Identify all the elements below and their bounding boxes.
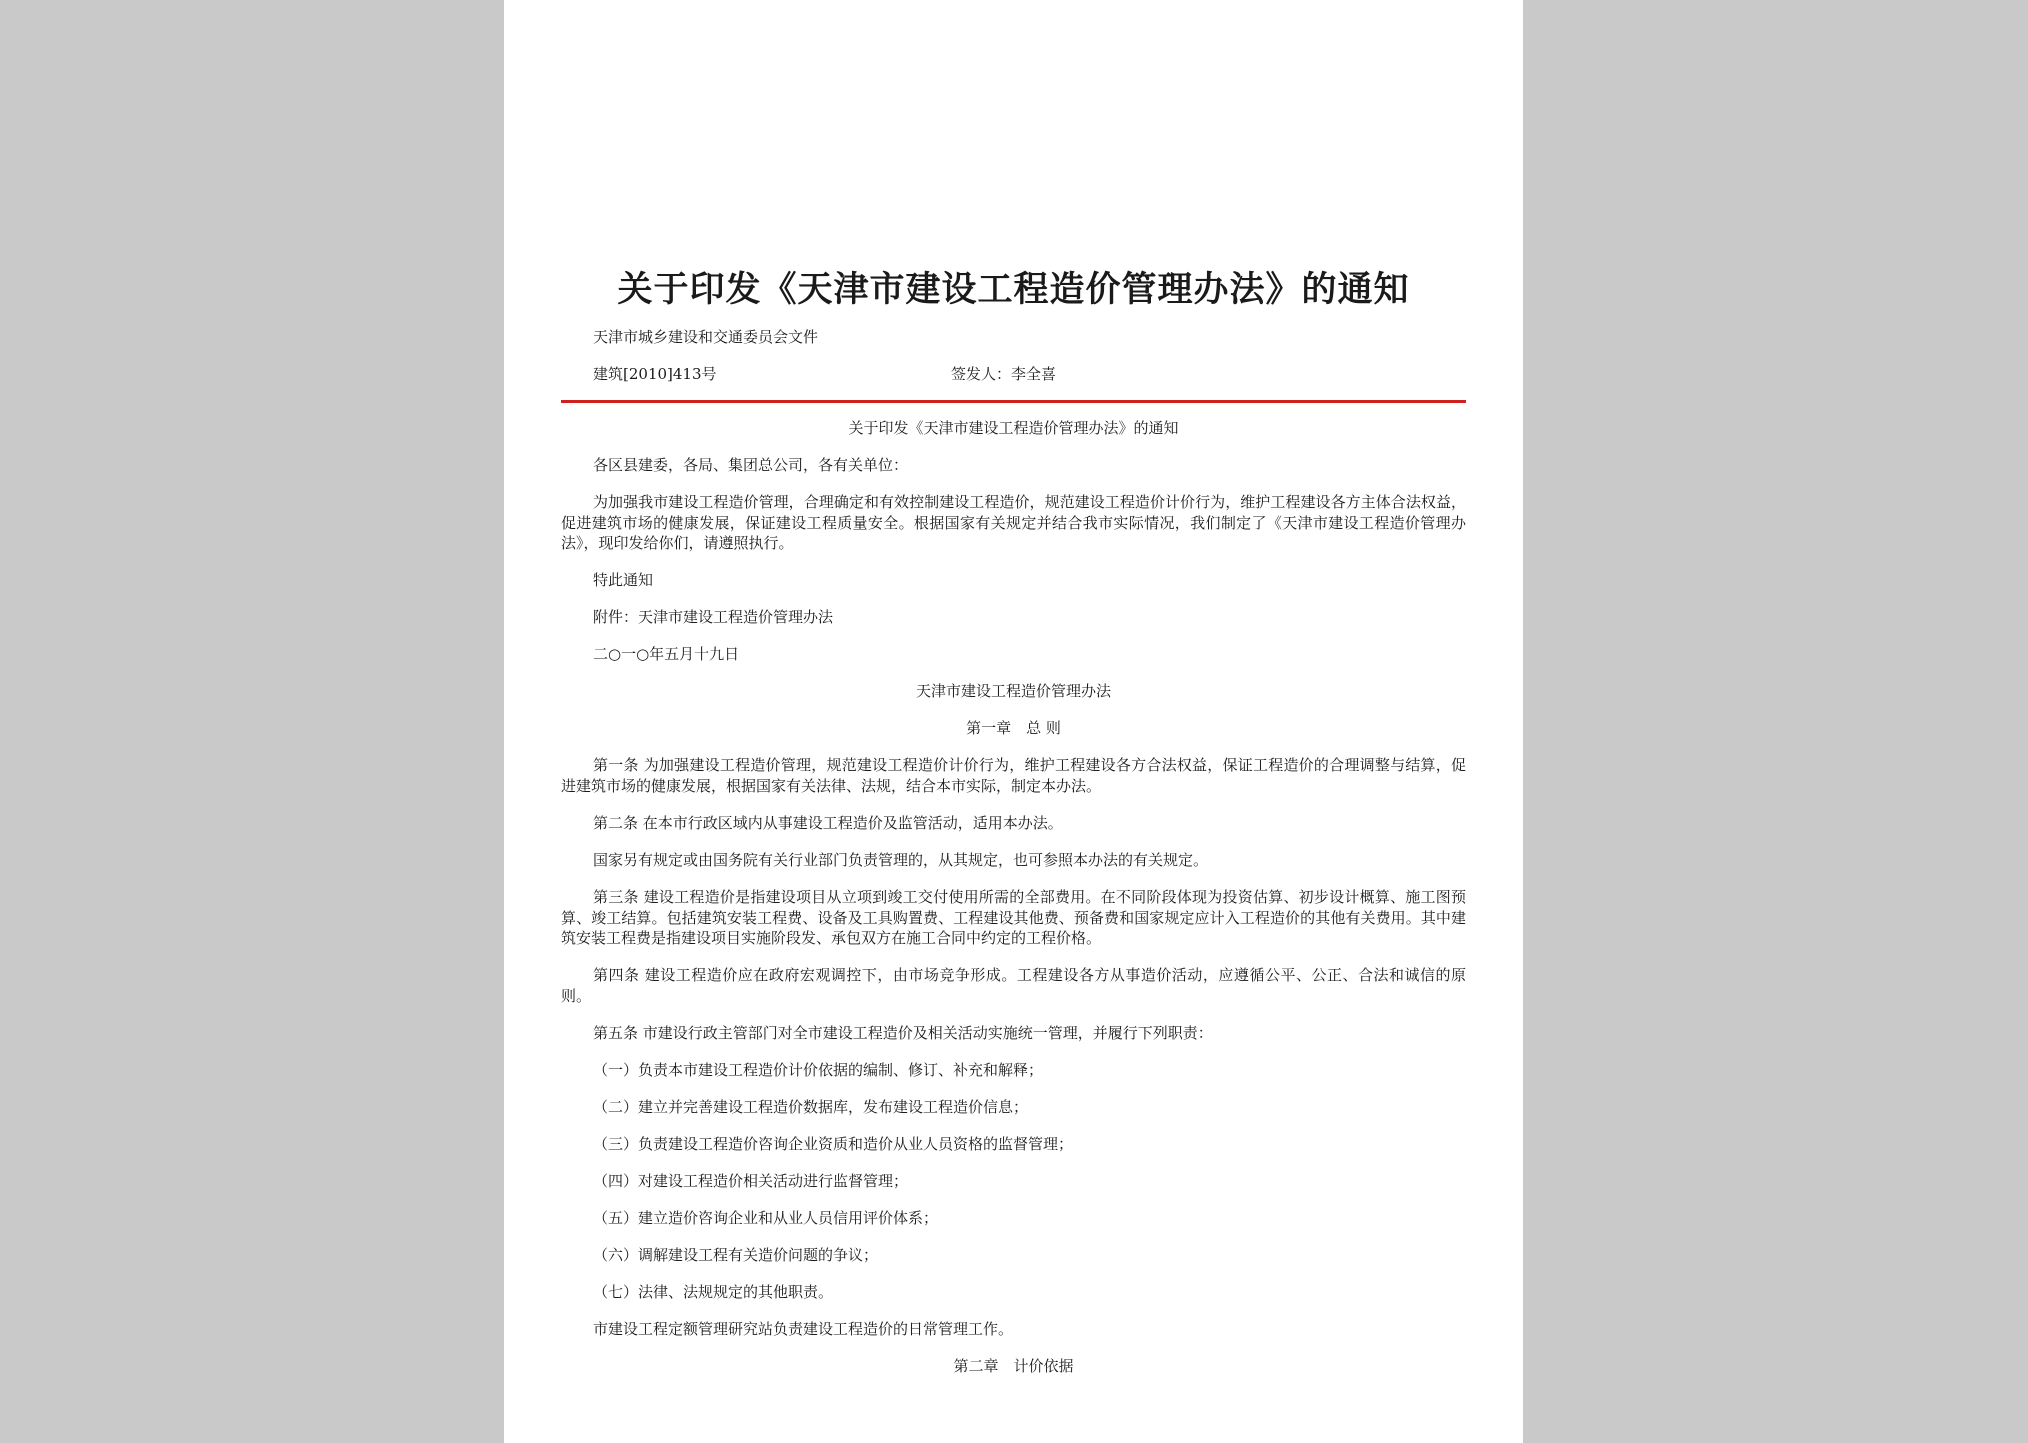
duty-item: （一）负责本市建设工程造价计价依据的编制、修订、补充和解释； — [593, 1061, 1044, 1079]
article-4: 第四条 建设工程造价应在政府宏观调控下，由市场竞争形成。工程建设各方从事造价活动，应遵循公平、公正、合法和诚信的原则。 — [561, 966, 1466, 1005]
document-title: 关于印发《天津市建设工程造价管理办法》的通知 — [617, 269, 1410, 310]
red-divider — [561, 400, 1466, 403]
addressee: 各区县建委，各局、集团总公司，各有关单位： — [593, 456, 909, 474]
document-number: 建筑[2010]413号 — [593, 365, 717, 383]
duty-item: （二）建立并完善建设工程造价数据库，发布建设工程造价信息； — [593, 1098, 1029, 1116]
issuer-line: 天津市城乡建设和交通委员会文件 — [593, 328, 819, 346]
duty-item: （六）调解建设工程有关造价问题的争议； — [593, 1246, 879, 1264]
article-3: 第三条 建设工程造价是指建设项目从立项到竣工交付使用所需的全部费用。在不同阶段体现为投资估算、初步设计概算、施工图预算、竣工结算。包括建筑安装工程费、设备及工具购置费、工程建设其他费、预备费和国家规定应计入工程造价的其他有关费用。其中建筑安装工程费是指建设项目实施阶段发、承包双方在施工合同中约定的工程价格。 — [561, 888, 1466, 947]
chapter-1-title: 第一章 总 则 — [966, 719, 1061, 737]
attachment-line: 附件：天津市建设工程造价管理办法 — [593, 608, 834, 626]
article-1: 第一条 为加强建设工程造价管理，规范建设工程造价计价行为，维护工程建设各方合法权益，保证工程造价的合理调整与结算，促进建筑市场的健康发展，根据国家有关法律、法规，结合本市实际，制定本办法。 — [561, 756, 1466, 795]
body-paragraph: 为加强我市建设工程造价管理，合理确定和有效控制建设工程造价，规范建设工程造价计价行为，维护工程建设各方主体合法权益，促进建筑市场的健康发展，保证建设工程质量安全。根据国家有关规定并结合我市实际情况，我们制定了《天津市建设工程造价管理办法》，现印发给你们，请遵照执行。 — [561, 493, 1466, 552]
chapter-2-title: 第二章 计价依据 — [953, 1357, 1074, 1375]
article-5: 第五条 市建设行政主管部门对全市建设工程造价及相关活动实施统一管理，并履行下列职责： — [593, 1024, 1213, 1042]
notice-title: 关于印发《天津市建设工程造价管理办法》的通知 — [848, 419, 1179, 437]
duty-item: （四）对建设工程造价相关活动进行监督管理； — [593, 1172, 909, 1190]
article-2: 第二条 在本市行政区域内从事建设工程造价及监管活动，适用本办法。 — [593, 814, 1063, 832]
date-line: 二○一○年五月十九日 — [593, 645, 740, 663]
article-2-note: 国家另有规定或由国务院有关行业部门负责管理的，从其规定，也可参照本办法的有关规定。 — [593, 851, 1209, 869]
daily-management-line: 市建设工程定额管理研究站负责建设工程造价的日常管理工作。 — [593, 1320, 1014, 1338]
duty-item: （五）建立造价咨询企业和从业人员信用评价体系； — [593, 1209, 939, 1227]
document-page — [504, 0, 1523, 1443]
duty-item: （七）法律、法规规定的其他职责。 — [593, 1283, 834, 1301]
closing-line: 特此通知 — [593, 571, 654, 589]
duty-item: （三）负责建设工程造价咨询企业资质和造价从业人员资格的监督管理； — [593, 1135, 1074, 1153]
regulation-title: 天津市建设工程造价管理办法 — [915, 682, 1111, 700]
signer: 签发人：李全喜 — [951, 365, 1057, 383]
